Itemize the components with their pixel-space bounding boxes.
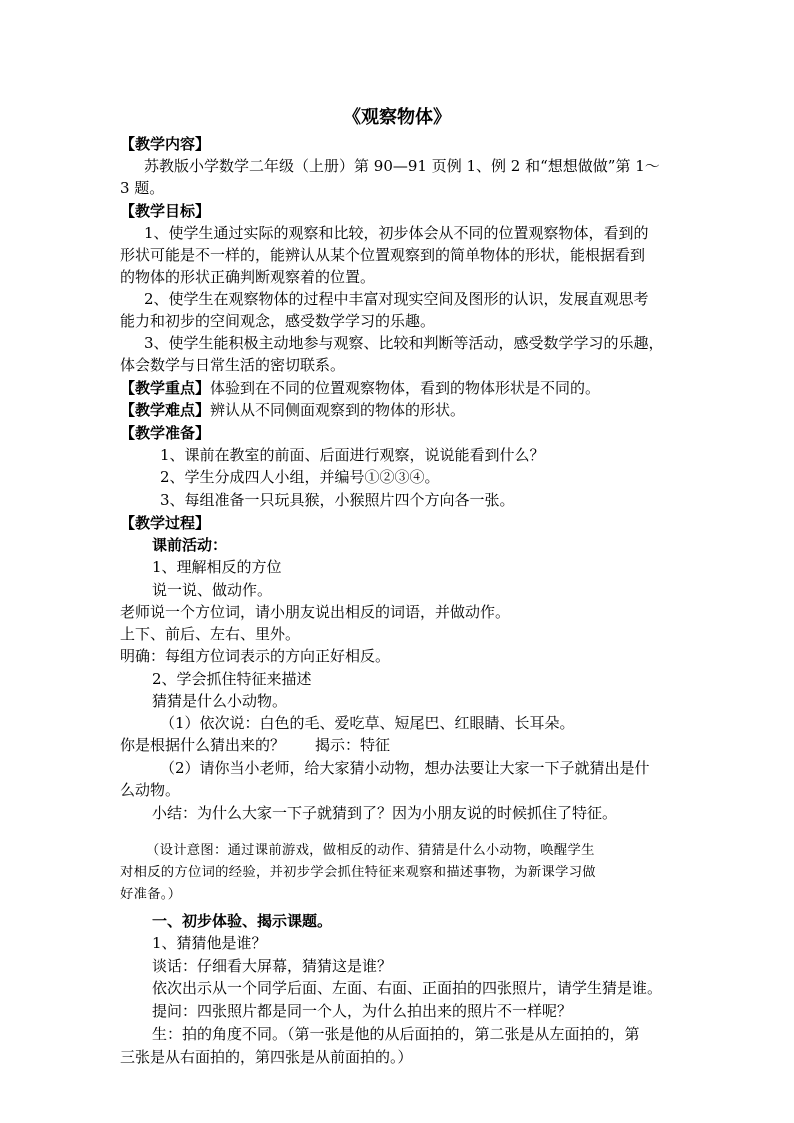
step-2-question: 你是根据什么猜出来的？ <box>120 736 286 754</box>
step-1-heading: 1、理解相反的方位 <box>152 558 282 576</box>
part-1-item-5-line-2: 三张是从右面拍的，第四张是从前面拍的。） <box>120 1048 413 1066</box>
section-teaching-content: 【教学内容】 <box>120 135 211 153</box>
step-2-heading: 2、学会抓住特征来描述 <box>152 670 312 688</box>
step-2-summary: 小结：为什么大家一下子就猜到了？因为小朋友说的时候抓住了特征。 <box>152 804 618 822</box>
step-2-line-a: 猜猜是什么小动物。 <box>152 692 288 710</box>
goal-3-line-2: 体会数学与日常生活的密切联系。 <box>120 356 346 374</box>
goal-1-line-2: 形状可能是不一样的，能辨认从某个位置观察到的简单物体的形状，能根据看到 <box>120 246 646 264</box>
part-1-heading: 一、初步体验、揭示课题。 <box>152 912 333 930</box>
prep-item-2: 2、学生分成四人小组，并编号①②③④。 <box>160 468 440 486</box>
document-title: 《观察物体》 <box>343 107 451 128</box>
prep-item-1: 1、课前在教室的前面、后面进行观察，说说能看到什么？ <box>160 446 545 464</box>
goal-1-line-1: 1、使学生通过实际的观察和比较，初步体会从不同的位置观察物体，看到的 <box>144 224 649 242</box>
step-1-line-d: 明确：每组方位词表示的方向正好相反。 <box>120 647 391 665</box>
part-1-item-2: 谈话：仔细看大屏幕，猜猜这是谁？ <box>152 957 393 975</box>
step-1-line-a: 说一说、做动作。 <box>152 581 273 599</box>
step-1-line-b: 老师说一个方位词，请小朋友说出相反的词语，并做动作。 <box>120 603 511 621</box>
part-1-item-1: 1、猜猜他是谁？ <box>152 934 267 952</box>
pre-activity-heading: 课前活动： <box>152 536 228 554</box>
part-1-item-3: 依次出示从一个同学后面、左面、右面、正面拍的四张照片，请学生猜是谁。 <box>152 979 663 997</box>
step-2-line-d-2: 么动物。 <box>120 781 181 799</box>
difficulty-text: 辨认从不同侧面观察到的物体的形状。 <box>210 401 466 419</box>
goal-2-line-2: 能力和初步的空间观念，感受数学学习的乐趣。 <box>120 312 436 330</box>
goal-2-line-1: 2、使学生在观察物体的过程中丰富对现实空间及图形的认识，发展直观思考 <box>144 290 649 308</box>
design-note-line-3: 好准备。） <box>120 887 182 902</box>
section-teaching-process: 【教学过程】 <box>120 514 211 532</box>
goal-3-line-1: 3、使学生能积极主动地参与观察、比较和判断等活动，感受数学学习的乐趣， <box>144 334 664 352</box>
step-2-line-b: （1）依次说：白色的毛、爱吃草、短尾巴、红眼睛、长耳朵。 <box>160 714 575 732</box>
step-2-reveal: 揭示：特征 <box>315 736 391 754</box>
prep-item-3: 3、每组准备一只玩具猴，小猴照片四个方向各一张。 <box>160 491 515 509</box>
part-1-item-5-line-1: 生：拍的角度不同。（第一张是他的从后面拍的，第二张是从左面拍的，第 <box>152 1025 640 1043</box>
step-2-line-d-1: （2）请你当小老师，给大家猜小动物，想办法要让大家一下子就猜出是什 <box>160 759 650 777</box>
content-line-2: 3 题。 <box>120 179 165 197</box>
goal-1-line-3: 的物体的形状正确判断观察着的位置。 <box>120 268 376 286</box>
section-teaching-goals: 【教学目标】 <box>120 202 211 220</box>
section-key-point: 【教学重点】 <box>120 379 211 397</box>
key-point-line <box>120 378 680 399</box>
step-1-line-c: 上下、前后、左右、里外。 <box>120 625 301 643</box>
part-1-item-4: 提问：四张照片都是同一个人，为什么拍出来的照片不一样呢？ <box>152 1002 573 1020</box>
section-teaching-prep: 【教学准备】 <box>120 424 211 442</box>
key-point-text: 体验到在不同的位置观察物体，看到的物体形状是不同的。 <box>210 379 601 397</box>
difficulty-line <box>120 400 680 421</box>
step-2-line-c <box>120 735 680 756</box>
design-note-line-2: 对相反的方位词的经验，并初步学会抓住特征来观察和描述事物，为新课学习做 <box>120 865 596 880</box>
design-note-line-1: （设计意图：通过课前游戏，做相反的动作、猜猜是什么小动物，唤醒学生 <box>146 843 595 858</box>
section-difficulty: 【教学难点】 <box>120 401 211 419</box>
content-line-1: 苏教版小学数学二年级（上册）第 90—91 页例 1、例 2 和“想想做做”第 1～ <box>144 157 660 175</box>
